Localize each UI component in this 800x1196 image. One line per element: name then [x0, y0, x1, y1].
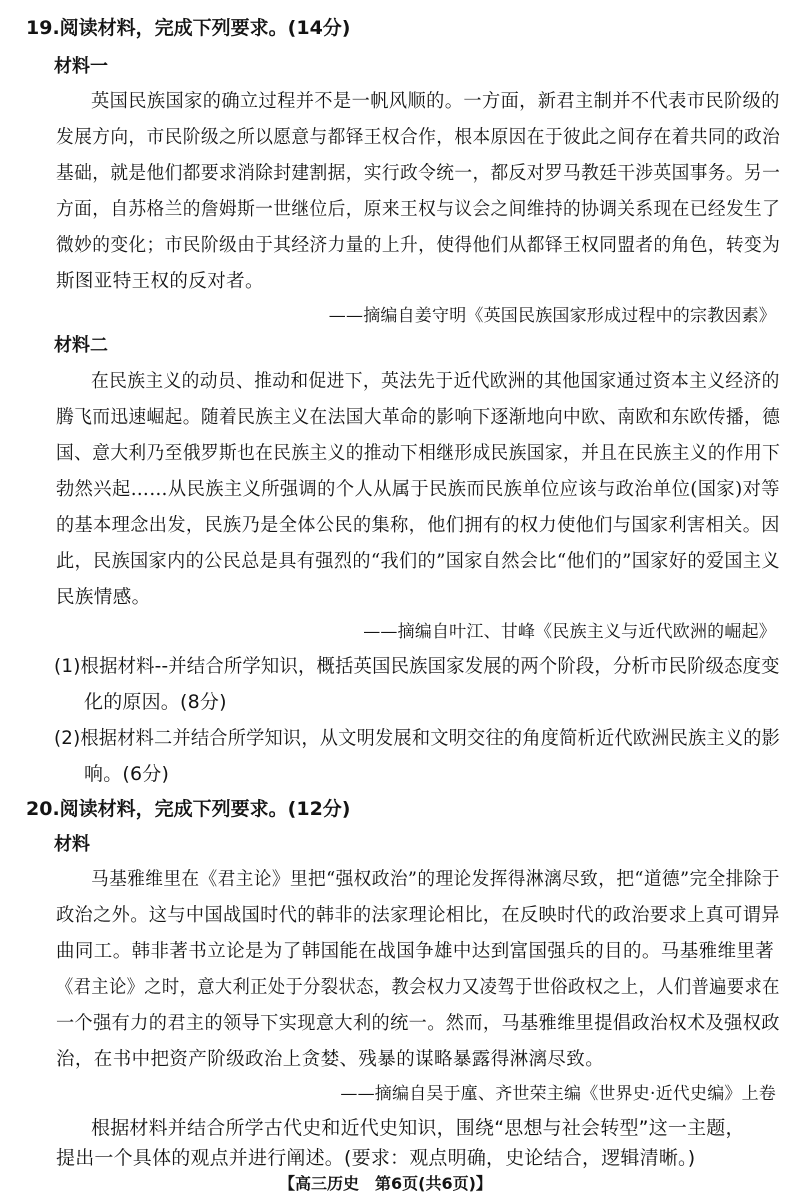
q19-m1-line: 方面，自苏格兰的詹姆斯一世继位后，原来王权与议会之间维持的协调关系现在已经发生了 — [56, 199, 781, 220]
q19-title: 19.阅读材料，完成下列要求。(14分) — [26, 17, 351, 39]
q19-material2-source: ——摘编自叶江、甘峰《民族主义与近代欧洲的崛起》 — [363, 622, 776, 642]
q20-material-source: ——摘编自吴于廑、齐世荣主编《世界史·近代史编》上卷 — [340, 1084, 776, 1104]
q19-m1-line: 英国民族国家的确立过程并不是一帆风顺的。一方面，新君主制并不代表市民阶级的 — [91, 91, 780, 112]
q20-m-line: 马基雅维里在《君主论》里把“强权政治”的理论发挥得淋漓尽致，把“道德”完全排除于 — [91, 869, 780, 890]
q19-m2-line: 的基本理念出发，民族乃是全体公民的集称，他们拥有的权力使他们与国家利害相关。因 — [56, 515, 780, 536]
q19-m2-line: 勃然兴起……从民族主义所强调的个人从属于民族而民族单位应该与政治单位(国家)对等 — [56, 479, 780, 500]
q19-m1-line: 基础，就是他们都要求消除封建割据，实行政令统一，都反对罗马教廷干涉英国事务。另一 — [56, 163, 781, 184]
q19-m1-line: 微妙的变化；市民阶级由于其经济力量的上升，使得他们从都铎王权同盟者的角色，转变为 — [56, 235, 781, 256]
q20-material-label: 材料 — [54, 834, 90, 855]
q20-task: 根据材料并结合所学古代史和近代史知识，围绕“思想与社会转型”这一主题， — [91, 1117, 745, 1139]
q19-m2-line: 在民族主义的动员、推动和促进下，英法先于近代欧洲的其他国家通过资本主义经济的 — [91, 371, 780, 392]
q20-m-line: 治，在书中把资产阶级政治上贪婪、残暴的谋略暴露得淋漓尽致。 — [56, 1049, 605, 1070]
q20-m-line: 《君主论》之时，意大利正处于分裂状态，教会权力又凌驾于世俗政权之上，人们普遍要求在 — [56, 977, 780, 998]
q20-m-line: 曲同工。韩非著书立论是为了韩国能在战国争雄中达到富国强兵的目的。马基雅维里著 — [56, 941, 775, 962]
q19-question-2: (2)根据材料二并结合所学知识，从文明发展和文明交往的角度简析近代欧洲民族主义的影 — [54, 727, 781, 749]
q19-question-1: (1)根据材料--并结合所学知识，概括英国民族国家发展的两个阶段，分析市民阶级态度变 — [54, 655, 780, 677]
q20-m-line: 一个强有力的君主的领导下实现意大利的统一。然而，马基雅维里提倡政治权术及强权政 — [56, 1013, 780, 1034]
q19-m2-line: 民族情感。 — [56, 587, 151, 608]
page-footer: 【高三历史 第6页(共6页)】 — [279, 1174, 492, 1193]
q20-task-cont: 提出一个具体的观点并进行阐述。(要求：观点明确，史论结合，逻辑清晰。) — [56, 1147, 696, 1169]
q19-m1-line: 发展方向，市民阶级之所以愿意与都铎王权合作，根本原因在于彼此之间存在着共同的政治 — [56, 127, 781, 148]
q19-material1-label: 材料一 — [54, 56, 108, 77]
q19-m1-line: 斯图亚特王权的反对者。 — [56, 271, 264, 292]
q20-title: 20.阅读材料，完成下列要求。(12分) — [26, 798, 351, 820]
q20-m-line: 政治之外。这与中国战国时代的韩非的法家理论相比，在反映时代的政治要求上真可谓异 — [56, 905, 780, 926]
q19-question-1-cont: 化的原因。(8分) — [84, 691, 227, 713]
q19-m2-line: 腾飞而迅速崛起。随着民族主义在法国大革命的影响下逐渐地向中欧、南欧和东欧传播，德 — [56, 407, 781, 428]
q19-m2-line: 国、意大利乃至俄罗斯也在民族主义的推动下相继形成民族国家，并且在民族主义的作用下 — [56, 443, 781, 464]
q19-material1-source: ——摘编自姜守明《英国民族国家形成过程中的宗教因素》 — [328, 306, 776, 326]
q19-question-2-cont: 响。(6分) — [84, 763, 170, 785]
q19-m2-line: 此，民族国家内的公民总是具有强烈的“我们的”国家自然会比“他们的”国家好的爱国主义 — [56, 551, 780, 572]
q19-material2-label: 材料二 — [54, 335, 108, 356]
